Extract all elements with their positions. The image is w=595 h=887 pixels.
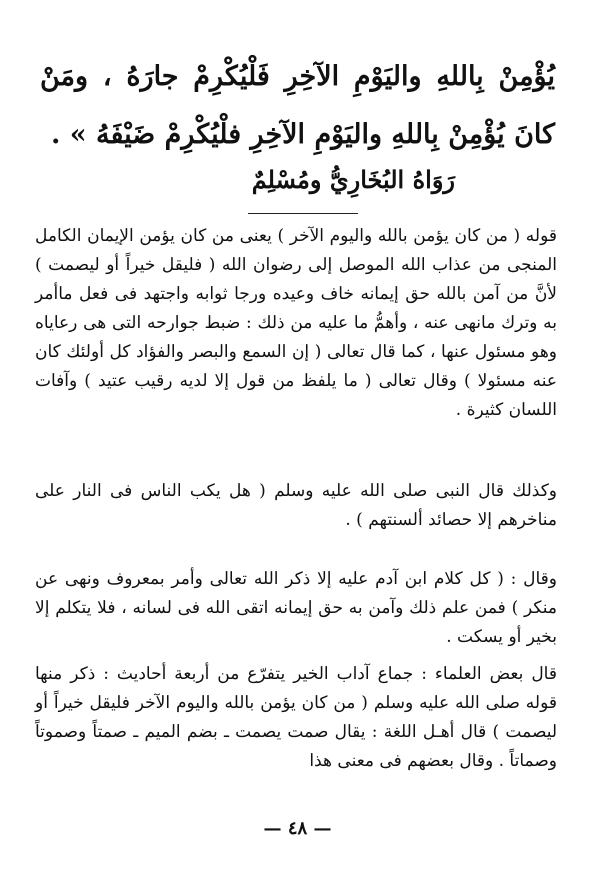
commentary-paragraph-1: قوله ( من كان يؤمن بالله واليوم الآخر ) يعنى من كان يؤمن الإيمان الكامل المنجى من عذاب الله الموصل إلى رضوان الله ( فليقل خيراً أو ليصمت ) لأنَّ من آمن بالله حق إيمانه خاف وعيده ورجا ثوابه واجتهد فى فعل ماأمر به وترك مانهى عنه ، وأهمُّ ما عليه من ذلك : ضبط جوارحه التى هى رعاياه وهو مسئول عنها ، كما قال تعالى ( إن السمع والبصر والفؤاد كل أولئك كان عنه مسئولا ) وقال تعالى ( ما يلفظ من قول إلا لديه رقيب عتيد ) وآفات اللسان كثيرة . [35,226,557,420]
hadith-text: يُؤْمِنْ بِاللهِ واليَوْمِ الآخِرِ فَلْيُكْرِمْ جارَهُ ، ومَنْ كانَ يُؤْمِنْ بِاللهِ واليَوْمِ الآخِرِ فلْيُكْرِمْ ضَيْفَهُ » . [40,61,555,150]
page-number: — ٤٨ — [263,818,332,839]
commentary-paragraph-2: وكذلك قال النبى صلى الله عليه وسلم ( هل يكب الناس فى النار على مناخرهم إلا حصائد ألسنتهم ) . [35,481,557,530]
separator-rule [248,213,358,214]
narration-attribution: رَوَاهُ البُخَارِيُّ ومُسْلِمٌ [251,165,455,194]
commentary-paragraph-3: وقال : ( كل كلام ابن آدم عليه إلا ذكر الله تعالى وأمر بمعروف ونهى عن منكر ) فمن علم ذلك وآمن به حق إيمانه اتقى الله فى لسانه ، فلا يتكلم إلا بخير أو يسكت . [35,569,557,647]
hadith-text-block [40,48,555,164]
commentary-paragraph-4: قال بعض العلماء : جماع آداب الخير يتفرّع من أربعة أحاديث : ذكر منها قوله صلى الله عليه وسلم ( من كان يؤمن بالله واليوم الآخر فليقل خيراً أو ليصمت ) قال أهـل اللغة : يقال صمت يصمت ـ بضم الميم ـ صمتاً وصموتاً وصماتاً . وقال بعضهم فى معنى هذا [35,664,557,771]
